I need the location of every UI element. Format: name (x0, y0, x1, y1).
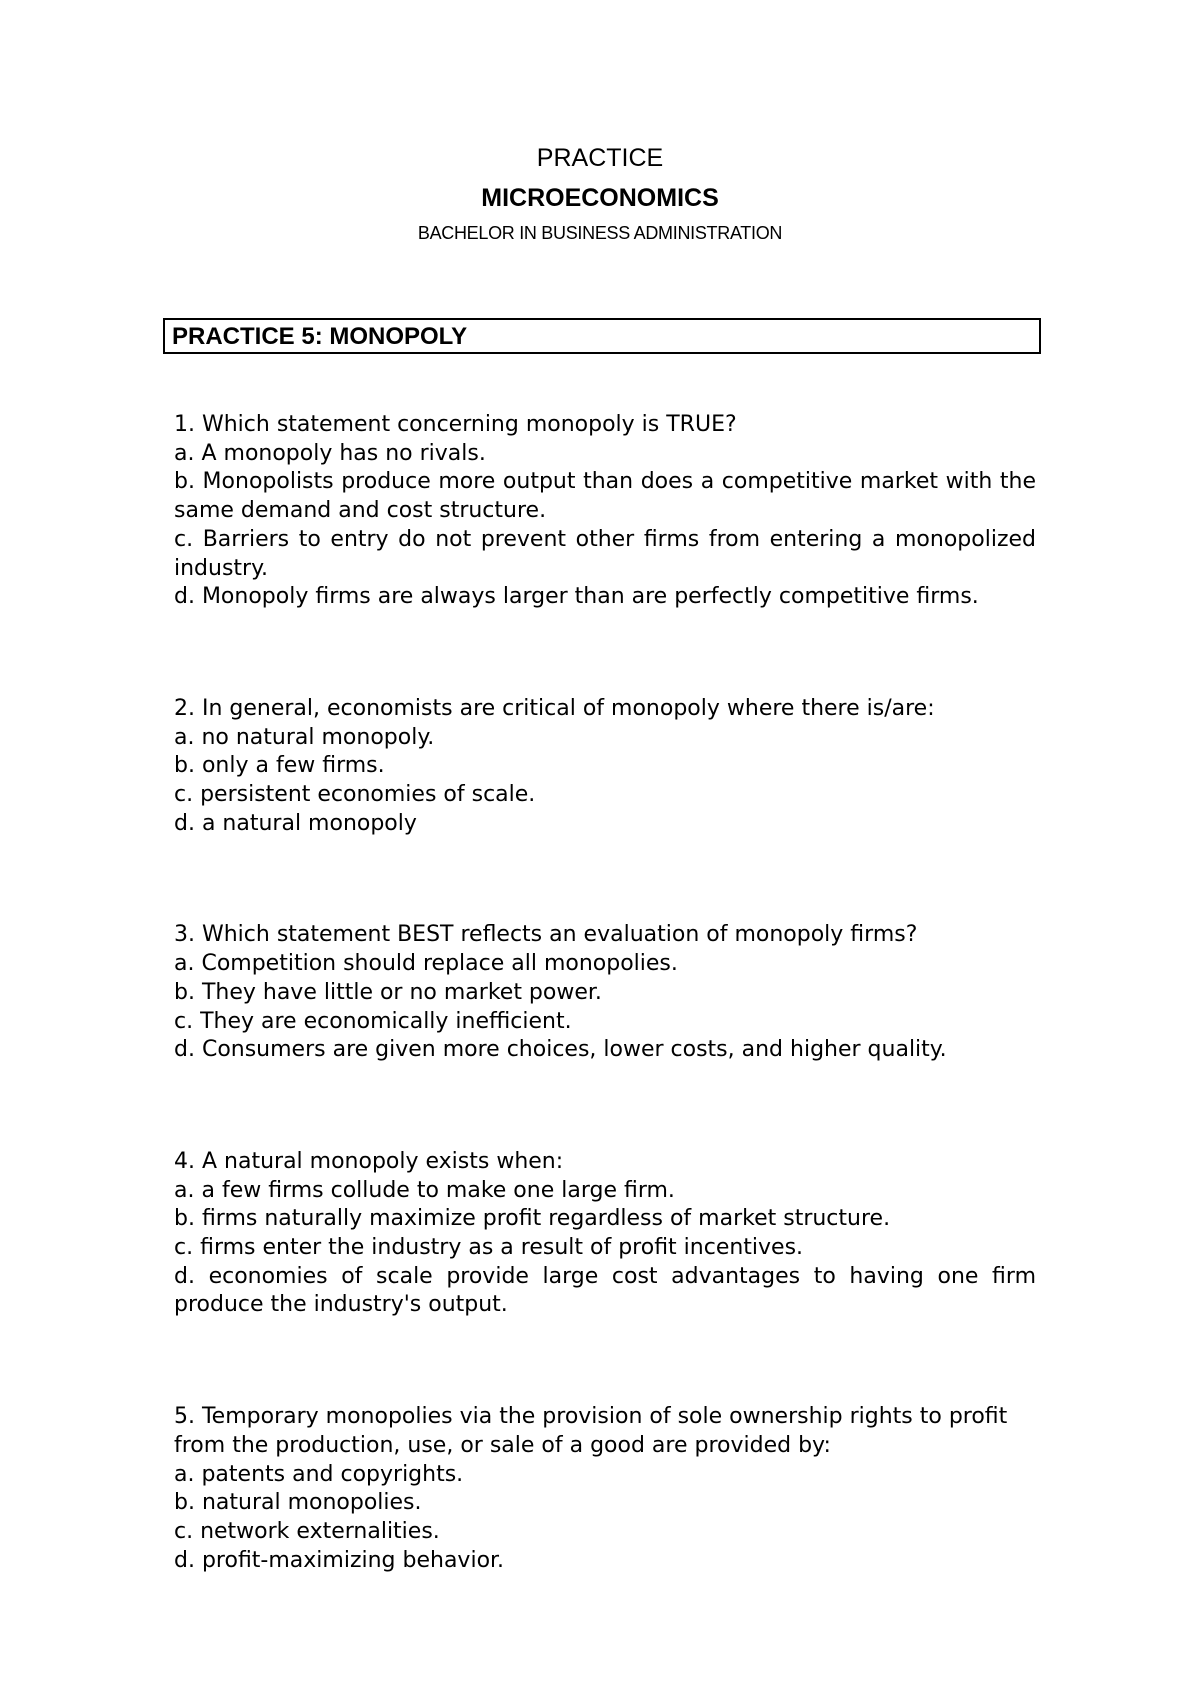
option-a: a. Competition should replace all monopolies. (174, 951, 678, 977)
option-c: c. They are economically inefficient. (174, 1008, 572, 1034)
section-title: PRACTICE 5: MONOPOLY (172, 323, 468, 350)
question-stem: 4. A natural monopoly exists when: (174, 1148, 564, 1174)
option-a: a. patents and copyrights. (174, 1461, 464, 1487)
option-c: c. firms enter the industry as a result of profit incentives. (174, 1235, 804, 1261)
option-d: d. a natural monopoly (174, 810, 417, 836)
question-5 (174, 1403, 1036, 1575)
question-4 (174, 1148, 1036, 1320)
option-b: b. They have little or no market power. (174, 979, 602, 1005)
question-stem: 5. Temporary monopolies via the provision of sole ownership rights to profit from the production, use, or sale of a good are provided by: (174, 1404, 1008, 1458)
option-b: b. natural monopolies. (174, 1490, 422, 1516)
question-stem: 1. Which statement concerning monopoly is TRUE? (174, 412, 737, 437)
question-3 (174, 921, 1036, 1065)
option-d: d. economies of scale provide large cost advantages to having one firm produce the industry's output. (174, 1263, 1036, 1318)
option-a: a. A monopoly has no rivals. (174, 440, 486, 466)
option-c: c. network externalities. (174, 1518, 440, 1544)
header-practice: PRACTICE (536, 144, 664, 172)
option-b: b. only a few firms. (174, 753, 385, 779)
question-list (174, 411, 1036, 1575)
question-stem: 2. In general, economists are critical of monopoly where there is/are: (174, 695, 935, 721)
header-degree: BACHELOR IN BUSINESS ADMINISTRATION (417, 223, 783, 243)
option-a: a. a few firms collude to make one large firm. (174, 1177, 675, 1203)
option-c: c. Barriers to entry do not prevent other firms from entering a monopolized industry. (174, 526, 1036, 581)
option-b: b. firms naturally maximize profit regardless of market structure. (174, 1206, 891, 1232)
question-stem: 3. Which statement BEST reflects an evaluation of monopoly firms? (174, 922, 918, 948)
header-course: MICROECONOMICS (481, 184, 719, 212)
option-a: a. no natural monopoly. (174, 724, 435, 750)
question-1 (174, 411, 1036, 612)
option-d: d. Monopoly firms are always larger than are perfectly competitive firms. (174, 584, 979, 610)
option-d: d. profit-maximizing behavior. (174, 1547, 505, 1573)
option-c: c. persistent economies of scale. (174, 782, 536, 808)
option-b: b. Monopolists produce more output than does a competitive market with the same demand and cost structure. (174, 469, 1036, 524)
option-d: d. Consumers are given more choices, lower costs, and higher quality. (174, 1037, 947, 1063)
question-2 (174, 695, 1036, 839)
